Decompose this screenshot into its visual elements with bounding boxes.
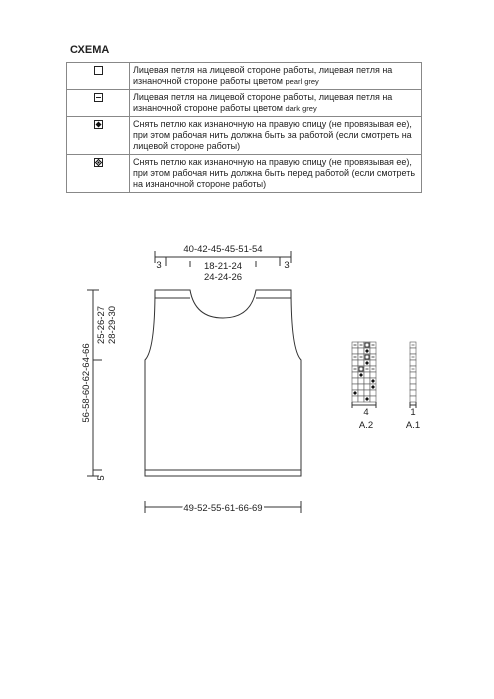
legend-text: Лицевая петля на лицевой стороне работы, лицевая петля на изнаночной стороне работы цветом (133, 92, 393, 113)
chart-a1-count: 1 (410, 407, 416, 418)
shoulder-right-label: 3 (284, 260, 290, 271)
legend-text: Снять петлю как изнаночную на правую спицу (не провязывая ее), при этом рабочая нить должна быть перед работой (если смотреть на изнаночной стороне работы) (133, 157, 416, 189)
legend-color-name: pearl grey (285, 77, 319, 86)
page-title: СХЕМА (70, 44, 110, 56)
top-width-label: 40-42-45-45-51-54 (183, 244, 263, 255)
armhole-depth-label-2: 28-29-30 (107, 305, 118, 345)
armhole-depth-label: 25-26-27 (96, 305, 107, 345)
legend-text: Снять петлю как изнаночную на правую спицу (не провязывая ее), при этом рабочая нить должна быть за работой (если смотреть на лицевой стороне работы) (133, 119, 412, 151)
chart-a2-label: A.2 (358, 420, 374, 431)
total-length-label: 56-58-60-62-64-66 (81, 343, 92, 423)
rib-height-label: 5 (96, 475, 107, 481)
legend-color-name: dark grey (285, 104, 317, 113)
chart-a2-grid (352, 342, 376, 402)
neck-width-label-2: 24-24-26 (203, 272, 243, 283)
bottom-width-label: 49-52-55-61-66-69 (183, 503, 263, 514)
legend-text: Лицевая петля на лицевой стороне работы, лицевая петля на изнаночной стороне работы цветом (133, 65, 393, 86)
shoulder-left-label: 3 (156, 260, 162, 271)
chart-a1-label: A.1 (405, 420, 421, 431)
chart-a1-grid (410, 342, 416, 402)
neck-width-label: 18-21-24 (203, 261, 243, 272)
vest-outline (145, 290, 301, 476)
chart-a2-count: 4 (363, 407, 369, 418)
